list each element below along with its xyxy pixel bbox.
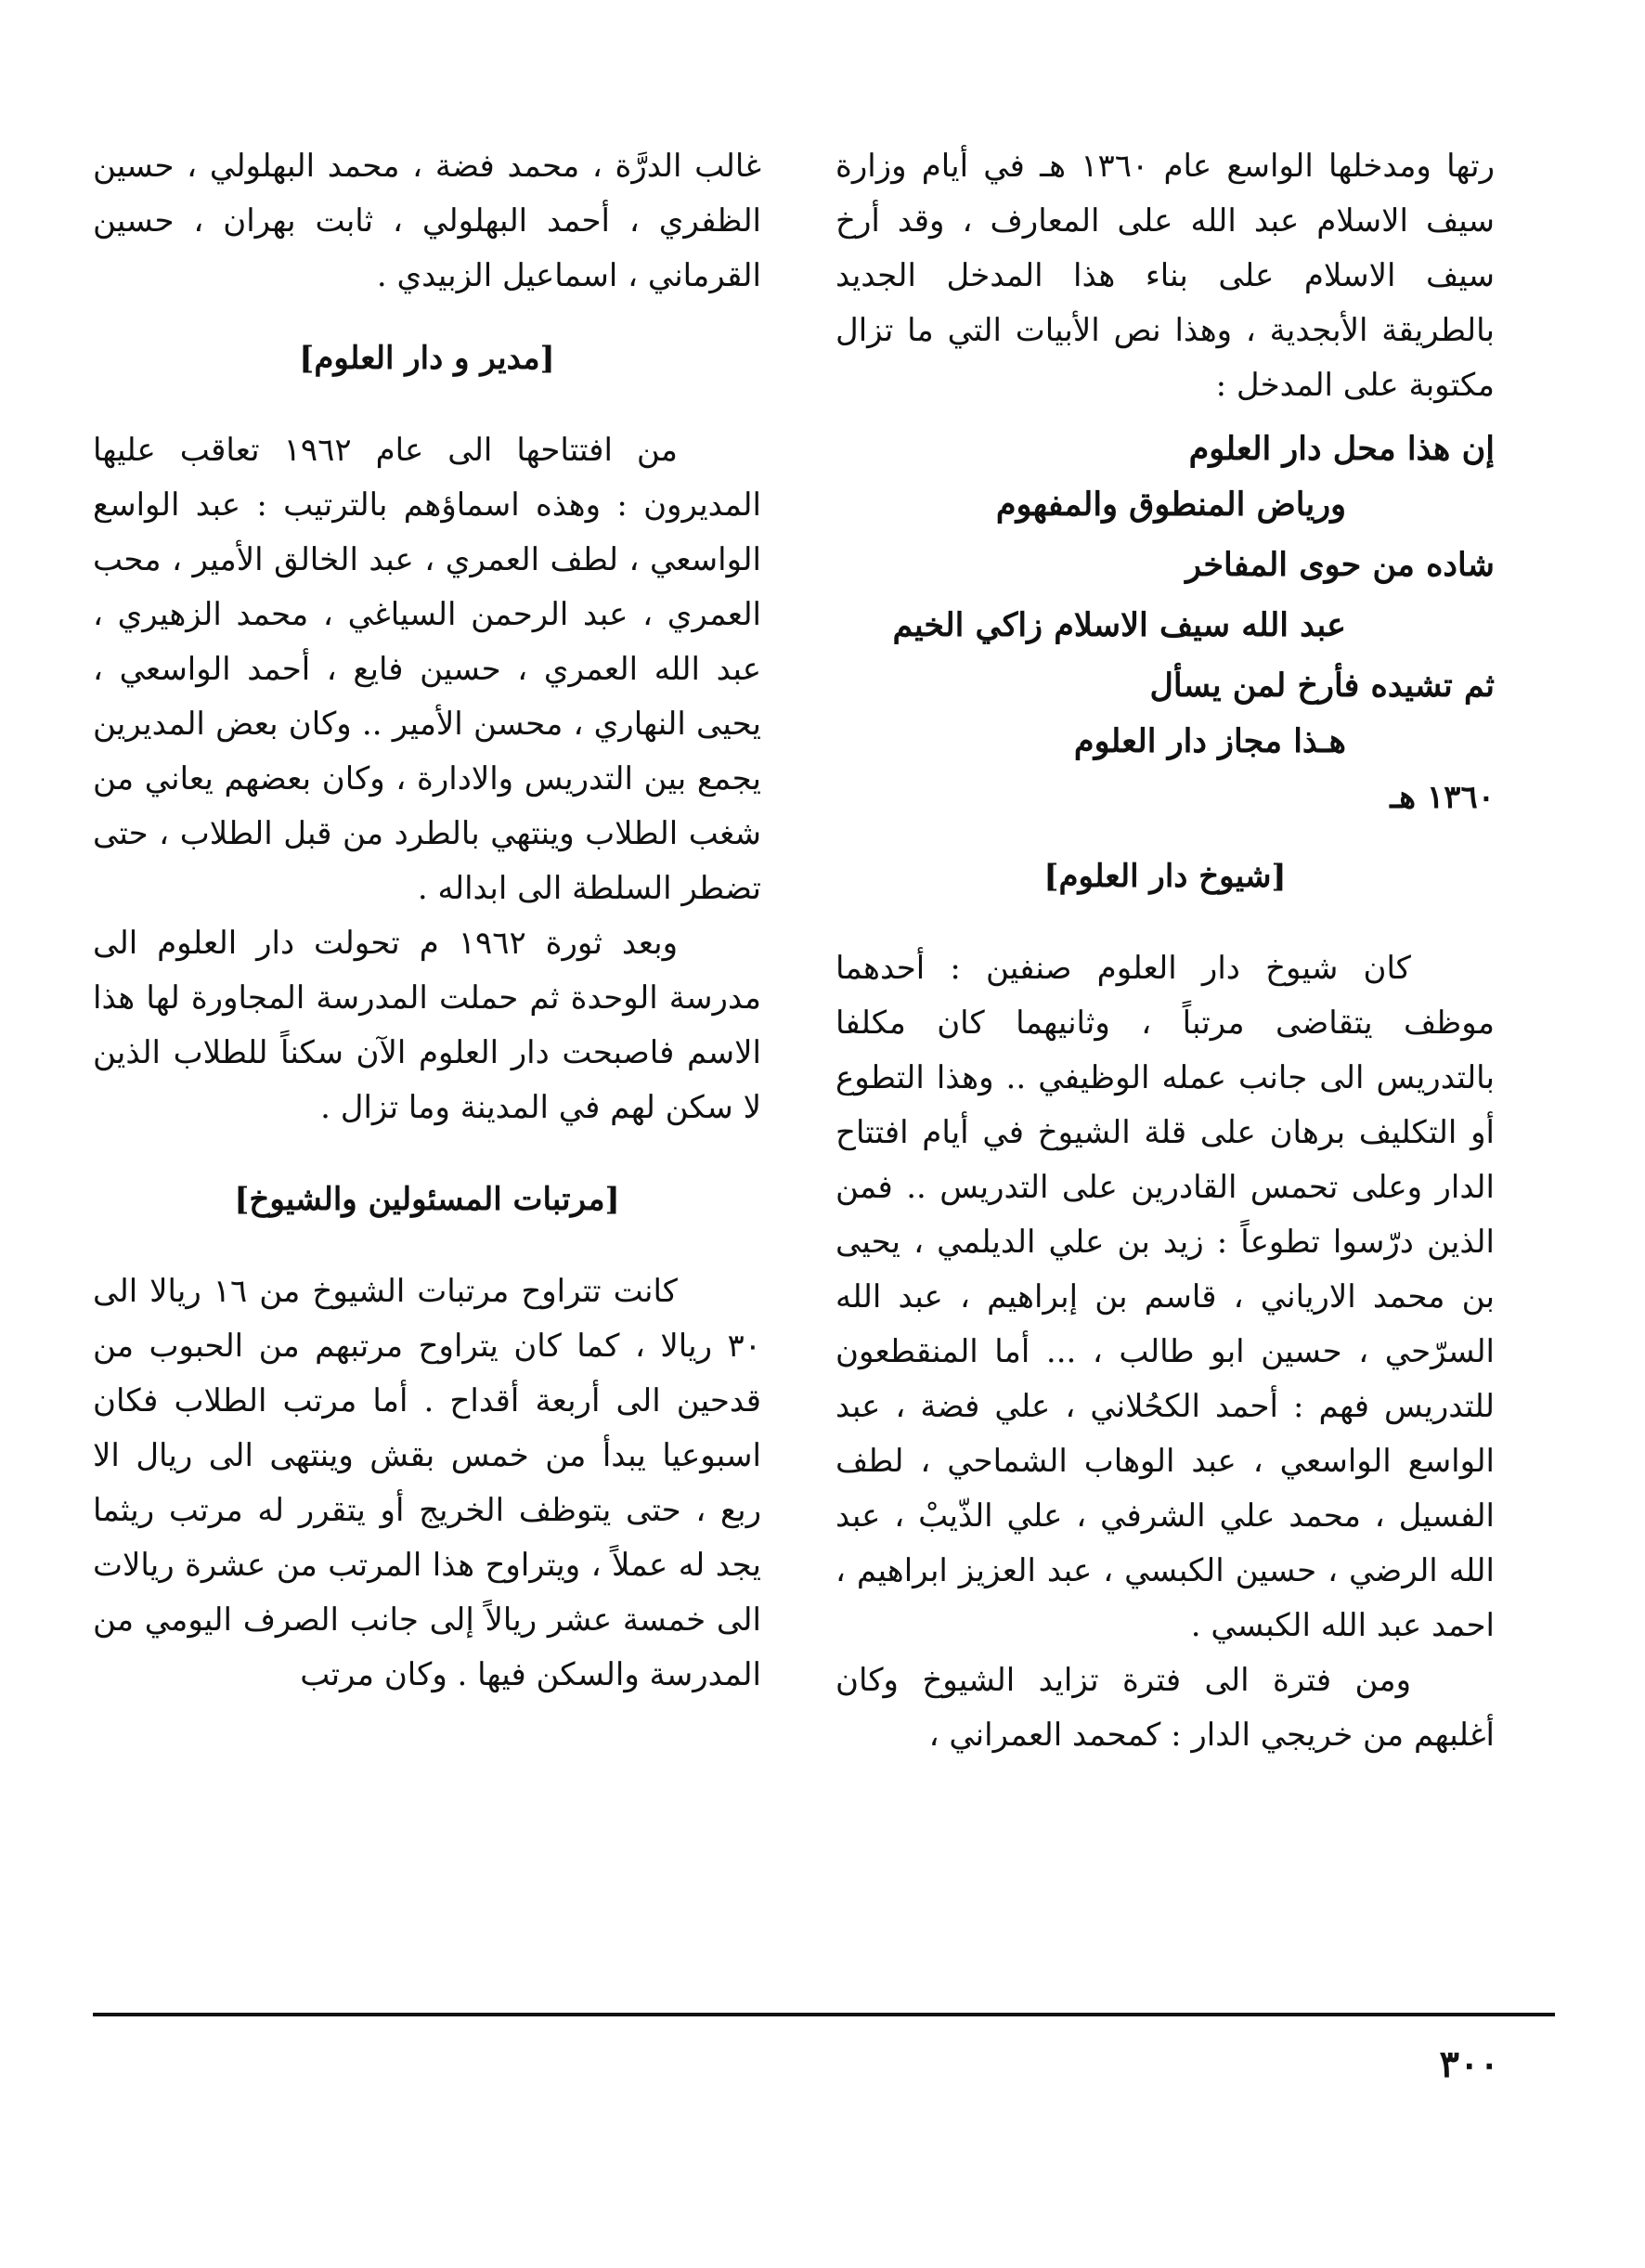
section-heading-sheikhs: [شيوخ دار العلوم] bbox=[1043, 858, 1287, 895]
salaries-paragraph: كانت تتراوح مرتبات الشيوخ من ١٦ ريالا الى ٣٠ ريالا ، كما كان يتراوح مرتبهم من الحبوب من قدحين الى أربعة أقداح . أما مرتب الطلاب فكان اسبوعيا يبدأ من خمس بقش وينتهى الى ريال الا ربع ، حتى يتوظف الخريج أو يتقرر له مرتب ريثما يجد له عملاً ، ويتراوح هذا المرتب من عشرة ريالات الى خمسة عشر ريالاً إلى جانب الصرف اليومي من المدرسة والسكن فيها . وكان مرتب bbox=[93, 1273, 761, 1693]
page-number: ٣٠٠ bbox=[1439, 2042, 1499, 2086]
footer-rule bbox=[93, 2013, 1555, 2016]
section-heading-salaries: [مرتبات المسئولين والشيوخ] bbox=[234, 1181, 620, 1218]
poem-line: شاده من حوى المفاخر bbox=[1185, 546, 1495, 584]
poem-date: ١٣٦٠ هـ bbox=[1390, 779, 1495, 816]
names-continuation: غالب الدرَّة ، محمد فضة ، محمد البهلولي ، حسين الظفري ، أحمد البهلولي ، ثابت بهران ، حسين القرماني ، اسماعيل الزبيدي . bbox=[93, 148, 761, 294]
poem-line: هـذا مجاز دار العلوم bbox=[1073, 722, 1346, 760]
intro-paragraph: رتها ومدخلها الواسع عام ١٣٦٠ هـ في أيام وزارة سيف الاسلام عبد الله على المعارف ، وقد أرخ سيف الاسلام على بناء هذا المدخل الجديد بالطريقة الأبجدية ، وهذا نص الأبيات التي ما تزال مكتوبة على المدخل : bbox=[835, 148, 1495, 404]
poem-block bbox=[835, 413, 1495, 816]
directors-paragraph-2: وبعد ثورة ١٩٦٢ م تحولت دار العلوم الى مدرسة الوحدة ثم حملت المدرسة المجاورة لها هذا الاسم فاصبحت دار العلوم الآن سكناً للطلاب الذين لا سكن لهم في المدينة وما تزال . bbox=[93, 925, 761, 1126]
right-column bbox=[835, 139, 1495, 1763]
directors-paragraph: من افتتاحها الى عام ١٩٦٢ تعاقب عليها المديرون : وهذه اسماؤهم بالترتيب : عبد الواسع الواسعي ، لطف العمري ، عبد الخالق الأمير ، محب العمري ، عبد الرحمن السياغي ، محمد الزهيري ، عبد الله العمري ، حسين فايع ، أحمد الواسعي ، يحيى النهاري ، محسن الأمير .. وكان بعض المديرين يجمع بين التدريس والادارة ، وكان بعضهم يعاني من شغب الطلاب وينتهي بالطرد من قبل الطلاب ، حتى تضطر السلطة الى ابداله . bbox=[93, 432, 761, 907]
left-column bbox=[93, 139, 761, 1703]
poem-line: ورياض المنطوق والمفهوم bbox=[995, 486, 1346, 524]
poem-line: عبد الله سيف الاسلام زاكي الخيم bbox=[892, 606, 1346, 644]
section-heading-directors: [مدير و دار العلوم] bbox=[299, 340, 555, 377]
poem-line: إن هذا محل دار العلوم bbox=[1188, 430, 1495, 468]
sheikhs-paragraph-2: ومن فترة الى فترة تزايد الشيوخ وكان أغلبهم من خريجي الدار : كمحمد العمراني ، bbox=[835, 1662, 1495, 1754]
poem-line: ثم تشيده فأرخ لمن يسأل bbox=[1149, 667, 1495, 705]
sheikhs-paragraph: كان شيوخ دار العلوم صنفين : أحدهما موظف يتقاضى مرتباً ، وثانيهما كان مكلفا بالتدريس الى جانب عمله الوظيفي .. وهذا التطوع أو التكليف برهان على قلة الشيوخ في أيام افتتاح الدار وعلى تحمس القادرين على التدريس .. فمن الذين درّسوا تطوعاً : زيد بن علي الديلمي ، يحيى بن محمد الارياني ، قاسم بن إبراهيم ، عبد الله السرّحي ، حسين ابو طالب ، ... أما المنقطعون للتدريس فهم : أحمد الكحُلاني ، علي فضة ، عبد الواسع الواسعي ، عبد الوهاب الشماحي ، لطف الفسيل ، محمد علي الشرفي ، علي الذّيبْ ، عبد الله الرضي ، حسين الكبسي ، عبد العزيز ابراهيم ، احمد عبد الله الكبسي . bbox=[835, 950, 1495, 1644]
